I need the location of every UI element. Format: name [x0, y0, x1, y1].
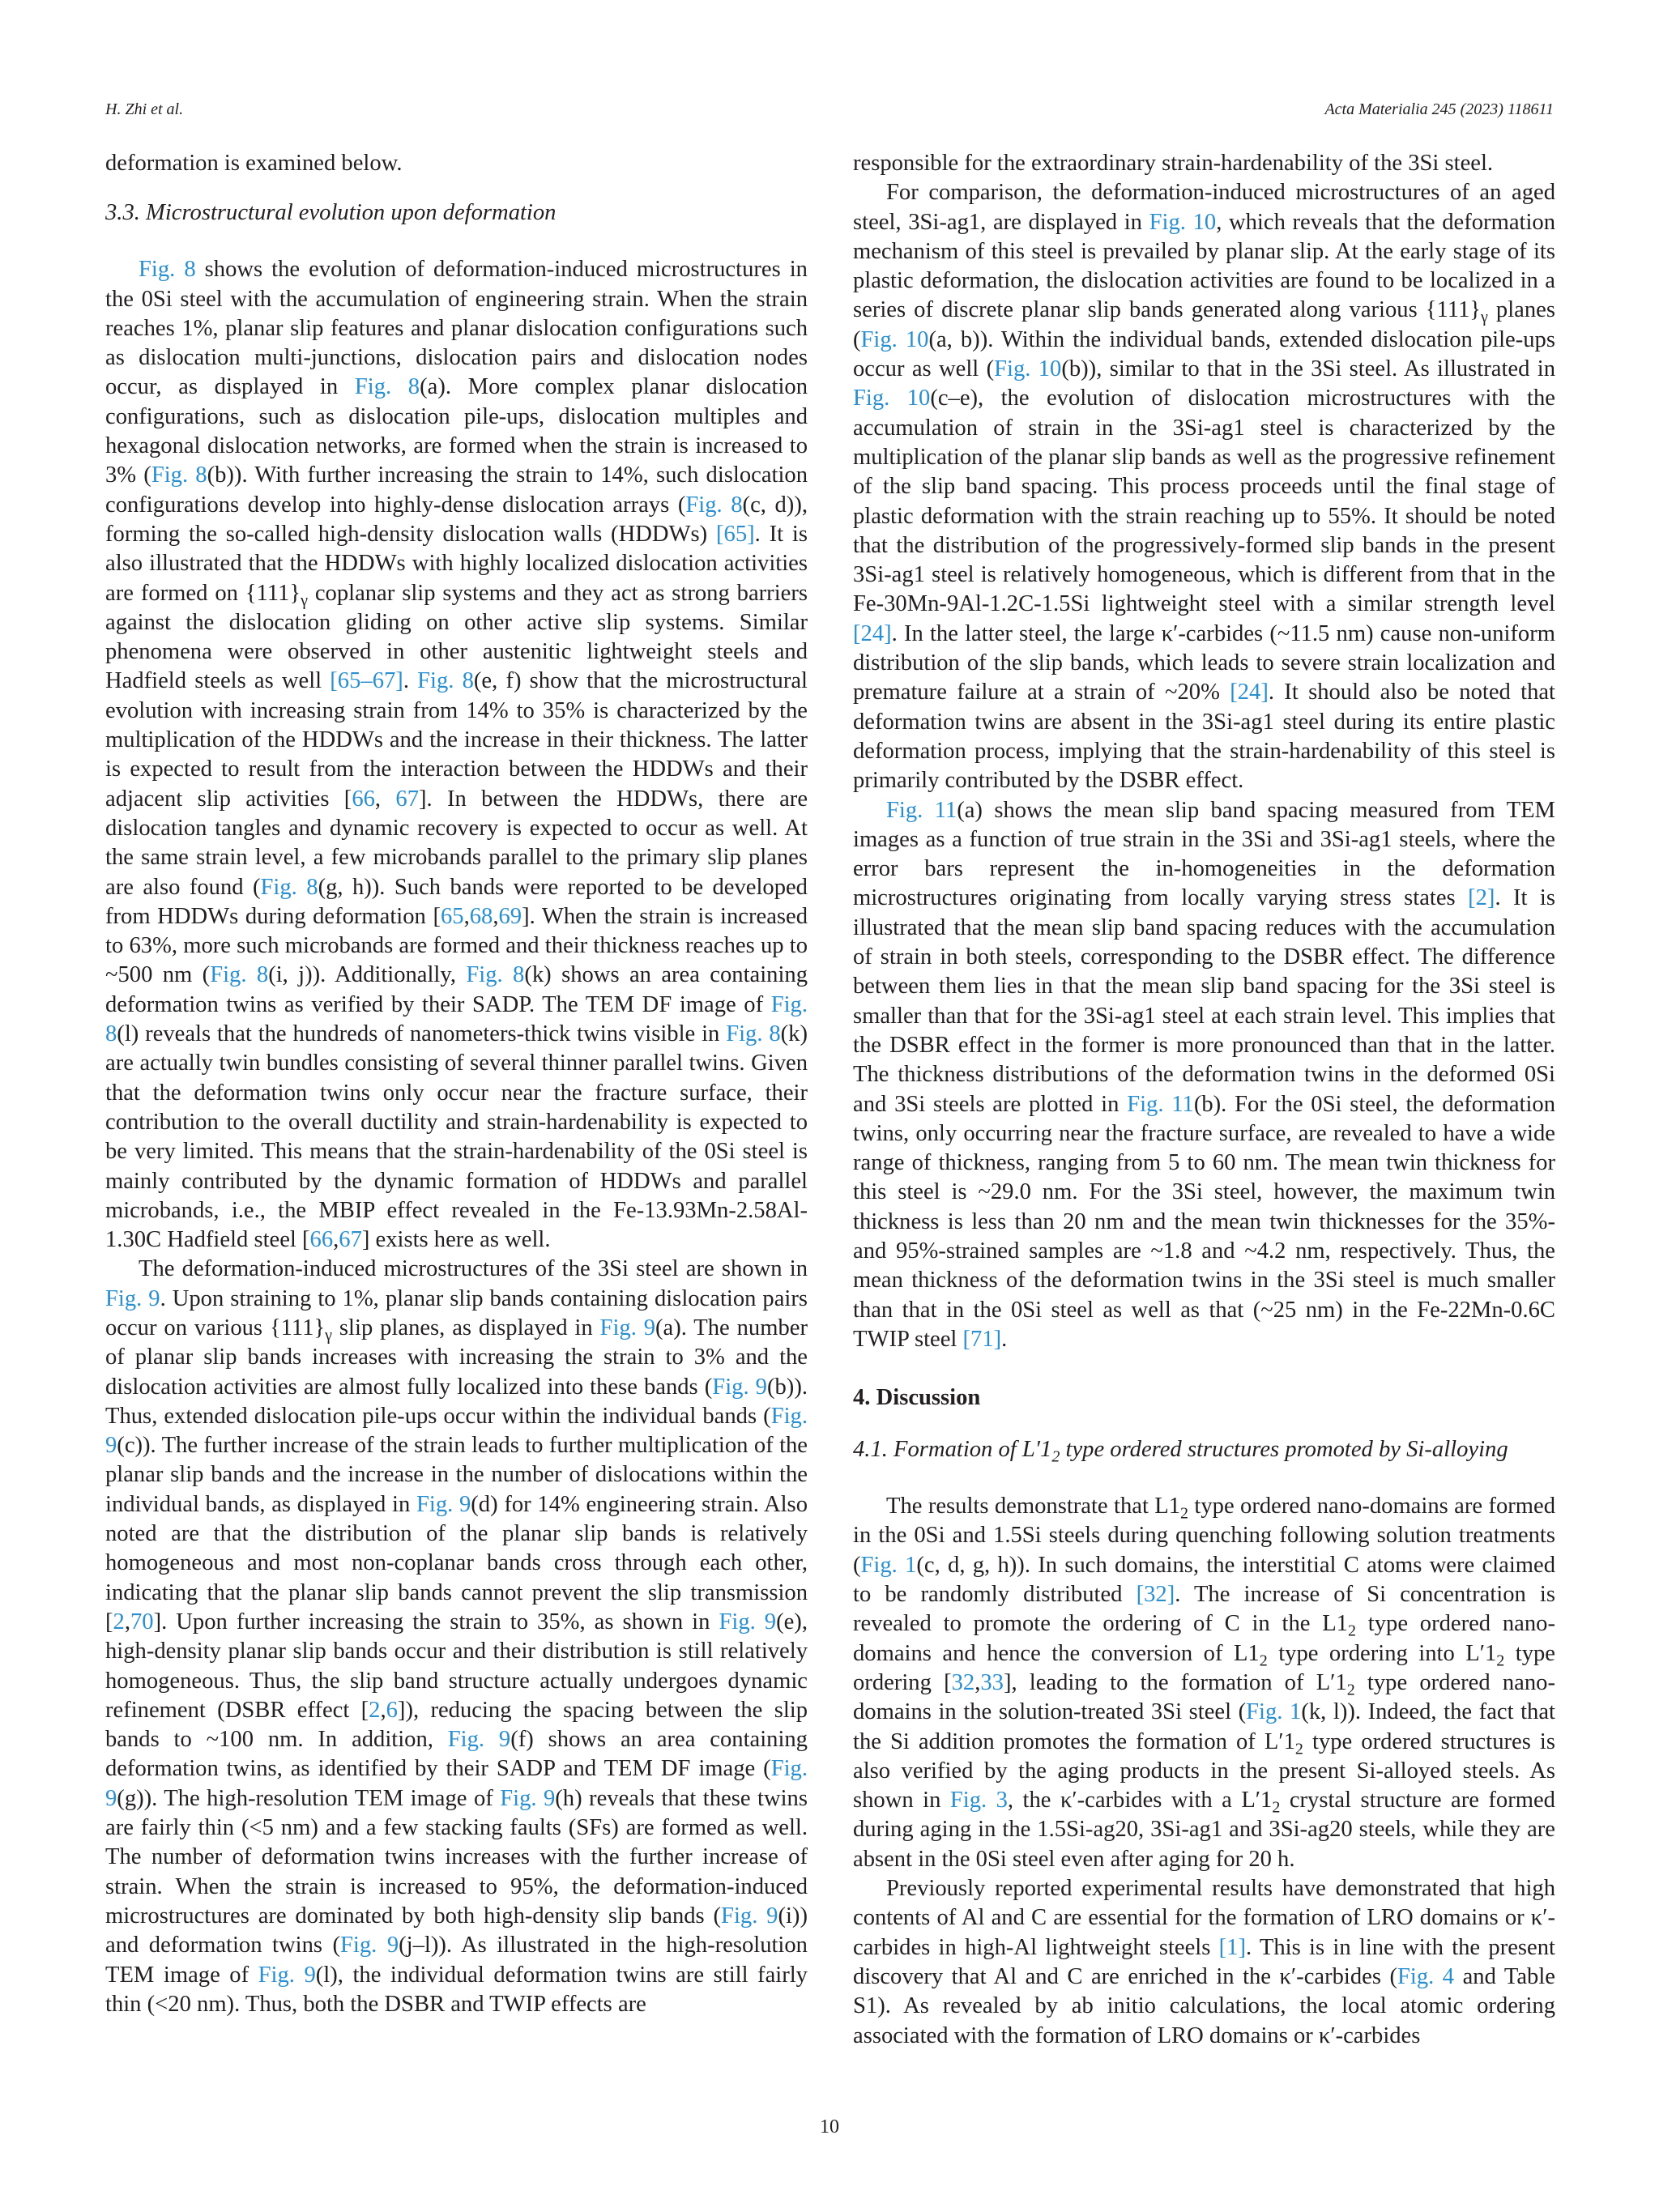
subscript: 2	[1346, 1681, 1355, 1699]
subscript: 2	[1294, 1740, 1303, 1758]
section-heading-4-1: 4.1. Formation of $L'1_2$ type ordered structures promoted by Si-alloying	[853, 1437, 1508, 1466]
citation-link[interactable]: [71]	[962, 1326, 1002, 1352]
citation-link[interactable]: Fig. 8	[726, 1021, 781, 1047]
paragraph: Previously reported experimental results have demonstrated that high contents of Al and C are essential for the formation of LRO domains or κ′-carbides in high-Al lightweight steels [1]. This is in line with the present discovery that Al and C are enriched in the κ′-carbides (Fig. 4 and Table S1). As revealed by ab initio calculations, the local atomic ordering associated with the formation of LRO domains or κ′-carbides	[853, 1876, 1555, 2048]
citation-link[interactable]: [1]	[1218, 1934, 1246, 1960]
paragraph-continuation: responsible for the extraordinary strain-hardenability of the 3Si steel.	[853, 151, 1494, 176]
citation-link[interactable]: 67	[339, 1227, 362, 1253]
section-heading-3-3: 3.3. Microstructural evolution upon deformation	[105, 200, 557, 226]
citation-link[interactable]: [24]	[1230, 680, 1269, 705]
citation-link[interactable]: Fig. 10	[860, 326, 929, 352]
citation-link[interactable]: Fig. 11	[1127, 1091, 1194, 1117]
citation-link[interactable]: Fig. 8	[354, 374, 420, 400]
page-number: 10	[820, 2116, 839, 2137]
citation-link[interactable]: Fig. 9	[599, 1315, 656, 1340]
citation-link[interactable]: Fig. 9	[719, 1609, 777, 1634]
citation-link[interactable]: 66	[309, 1227, 334, 1253]
running-head-authors: H. Zhi et al.	[105, 100, 184, 118]
paragraph: For comparison, the deformation-induced microstructures of an aged steel, 3Si-ag1, are displayed in Fig. 10, which reveals that the deformation mechanism of this steel is prevailed by planar slip. At the early stage of its plastic deformation, the dislocation activities are found to be localized in a series of discrete planar slip bands generated along various $\{111\}_\gamma$ planes (Fig. 10(a, b)). Within the individual bands, extended dislocation pile-ups occur as well (Fig. 10(b)), similar to that in the 3Si steel. As illustrated in Fig. 10(c–e), the evolution of dislocation microstructures with the accumulation of strain in the 3Si-ag1 steel is characterized by the multiplication of the planar slip bands as well as the progressive refinement of the slip band spacing. This process proceeds until the final stage of plastic deformation with the strain reaching up to 55%. It should be noted that the distribution of the progressively-formed slip bands in the present 3Si-ag1 steel is relatively homogeneous, which is different from that in the Fe-30Mn-9Al-1.2C-1.5Si lightweight steel with a similar strength level [24]. In the latter steel, the large κ′-carbides (~11.5 nm) cause non-uniform distribution of the slip bands, which leads to severe strain localization and premature failure at a strain of ~20% [24]. It should also be noted that deformation twins are absent in the 3Si-ag1 steel during its entire plastic deformation process, implying that the strain-hardenability of this steel is primarily contributed by the DSBR effect.	[853, 180, 1555, 794]
subscript: 2	[1496, 1652, 1505, 1670]
citation-link[interactable]: 32	[951, 1669, 975, 1695]
citation-link[interactable]: 2	[113, 1609, 125, 1634]
citation-link[interactable]: 68	[469, 903, 493, 929]
paragraph: The results demonstrate that $L1_2$ type ordered nano-domains are formed in the 0Si and 1.5Si steels during quenching following solution treatments (Fig. 1(c, d, g, h)). In such domains, the interstitial C atoms were claimed to be randomly distributed [32]. The increase of Si concentration is revealed to promote the ordering of C in the $L1_2$ type ordered nano-domains and hence the conversion of $L1_2$ type ordering into $L'1_2$ type ordering [32,33], leading to the formation of $L'1_2$ type ordered nano-domains in the solution-treated 3Si steel (Fig. 1(k, l)). Indeed, the fact that the Si addition promotes the formation of $L'1_2$ type ordered structures is also verified by the aging products in the present Si-alloyed steels. As shown in Fig. 3, the κ′-carbides with a $L'1_2$ crystal structure are formed during aging in the 1.5Si-ag20, 3Si-ag1 and 3Si-ag20 steels, while they are absent in the 0Si steel even after aging for 20 h.	[853, 1494, 1555, 1872]
citation-link[interactable]: Fig. 8	[685, 492, 743, 518]
citation-link[interactable]: Fig. 9	[105, 1285, 160, 1311]
subscript: γ	[1481, 309, 1488, 327]
citation-link[interactable]: Fig. 8	[151, 462, 207, 488]
citation-link[interactable]: Fig. 10	[994, 356, 1062, 382]
citation-link[interactable]: 6	[386, 1697, 398, 1723]
citation-link[interactable]: Fig. 10	[1149, 209, 1217, 235]
citation-link[interactable]: 66	[352, 786, 375, 812]
citation-link[interactable]: Fig. 3	[949, 1788, 1008, 1813]
citation-link[interactable]: Fig. 9	[258, 1962, 316, 1988]
citation-link[interactable]: 70	[130, 1609, 154, 1634]
subscript: 2	[1259, 1652, 1268, 1670]
subscript: γ	[301, 591, 308, 610]
citation-link[interactable]: Fig. 8	[139, 257, 196, 283]
section-heading-4: 4. Discussion	[853, 1385, 981, 1411]
citation-link[interactable]: 65	[440, 903, 464, 929]
paragraph-continuation: deformation is examined below.	[105, 151, 403, 176]
citation-link[interactable]: Fig. 9	[721, 1903, 778, 1929]
citation-link[interactable]: Fig. 8	[260, 874, 318, 900]
paragraph: Fig. 11(a) shows the mean slip band spacing measured from TEM images as a function of true strain in the 3Si and 3Si-ag1 steels, where the error bars represent the in-homogeneities in the deformation microstructures originating from locally varying stress states [2]. It is illustrated that the mean slip band spacing reduces with the accumulation of strain in both steels, corresponding to the DSBR effect. The difference between them lies in that the mean slip band spacing for the 3Si steel is smaller than that for the 3Si-ag1 steel at each strain level. This implies that the DSBR effect in the former is more pronounced than that in the latter. The thickness distributions of the deformation twins in the deformed 0Si and 3Si steels are plotted in Fig. 11(b). For the 0Si steel, the deformation twins, only occurring near the fracture surface, are revealed to have a wide range of thickness, ranging from 5 to 60 nm. The mean twin thickness for this steel is ~29.0 nm. For the 3Si steel, however, the maximum twin thickness is less than 20 nm and the mean twin thicknesses for the 35%- and 95%-strained samples are ~1.8 and ~4.2 nm, respectively. Thus, the mean thickness of the deformation twins in the 3Si steel is much smaller than that in the 0Si steel as well as that (~25 nm) in the Fe-22Mn-0.6C TWIP steel [71].	[853, 797, 1555, 1352]
left-column	[105, 149, 808, 2019]
subscript: 2	[1347, 1622, 1356, 1641]
citation-link[interactable]: Fig. 9	[105, 1403, 808, 1459]
citation-link[interactable]: 67	[395, 786, 420, 812]
subscript: 2	[1272, 1798, 1281, 1817]
citation-link[interactable]: Fig. 9	[340, 1933, 399, 1958]
citation-link[interactable]: Fig. 1	[1246, 1699, 1302, 1725]
citation-link[interactable]: 2	[369, 1697, 381, 1723]
citation-link[interactable]: [65]	[716, 521, 755, 547]
citation-link[interactable]: Fig. 10	[853, 386, 931, 411]
citation-link[interactable]: Fig. 9	[447, 1727, 511, 1753]
citation-link[interactable]: Fig. 8	[105, 991, 808, 1047]
paragraph: The deformation-induced microstructures of the 3Si steel are shown in Fig. 9. Upon straining to 1%, planar slip bands containing dislocation pairs occur on various $\{111\}_\gamma$ slip planes, as displayed in Fig. 9(a). The number of planar slip bands increases with increasing the strain to 3% and the dislocation activities are almost fully localized into these bands (Fig. 9(b)). Thus, extended dislocation pile-ups occur within the individual bands (Fig. 9(c)). The further increase of the strain leads to further multiplication of the planar slip bands and the increase in the number of dislocations within the individual bands, as displayed in Fig. 9(d) for 14% engineering strain. Also noted are that the distribution of the planar slip bands is relatively homogeneous and most non-coplanar bands cross through each other, indicating that the planar slip bands cannot prevent the slip transmission [2,70]. Upon further increasing the strain to 35%, as shown in Fig. 9(e), high-density planar slip bands occur and their distribution is still relatively homogeneous. Thus, the slip band structure actually undergoes dynamic refinement (DSBR effect [2,6]), reducing the spacing between the slip bands to ~100 nm. In addition, Fig. 9(f) shows an area containing deformation twins, as identified by their SADP and TEM DF image (Fig. 9(g)). The high-resolution TEM image of Fig. 9(h) reveals that these twins are fairly thin (<5 nm) and a few stacking faults (SFs) are formed as well. The number of deformation twins increases with the further increase of strain. When the strain is increased to 95%, the deformation-induced microstructures are dominated by both high-density slip bands (Fig. 9(i)) and deformation twins (Fig. 9(j–l)). As illustrated in the high-resolution TEM image of Fig. 9(l), the individual deformation twins are still fairly thin (<20 nm). Thus, both the DSBR and TWIP effects are	[105, 1256, 808, 2017]
subscript: γ	[325, 1326, 333, 1345]
citation-link[interactable]: [2]	[1468, 885, 1495, 911]
citation-link[interactable]: [65–67]	[330, 668, 403, 694]
citation-link[interactable]: Fig. 9	[500, 1785, 556, 1811]
citation-link[interactable]: Fig. 8	[417, 668, 474, 694]
citation-link[interactable]: [24]	[853, 620, 892, 646]
citation-link[interactable]: [32]	[1136, 1582, 1175, 1608]
citation-link[interactable]: 33	[980, 1669, 1004, 1695]
citation-link[interactable]: 69	[498, 903, 522, 929]
citation-link[interactable]: Fig. 9	[416, 1491, 471, 1517]
running-head-journal: Acta Materialia 245 (2023) 118611	[1324, 100, 1554, 118]
paragraph: Fig. 8 shows the evolution of deformation-induced microstructures in the 0Si steel with the accumulation of engineering strain. When the strain reaches 1%, planar slip features and planar dislocation configurations such as dislocation multi-junctions, dislocation pairs and dislocation nodes occur, as displayed in Fig. 8(a). More complex planar dislocation configurations, such as dislocation pile-ups, dislocation multiples and hexagonal dislocation networks, are formed when the strain is increased to 3% (Fig. 8(b)). With further increasing the strain to 14%, such dislocation configurations develop into highly-dense dislocation arrays (Fig. 8(c, d)), forming the so-called high-density dislocation walls (HDDWs) [65]. It is also illustrated that the HDDWs with highly localized dislocation activities are formed on $\{111\}_\gamma$ coplanar slip systems and they act as strong barriers against the dislocation gliding on other active slip systems. Similar phenomena were observed in other austenitic lightweight steels and Hadfield steels as well [65–67]. Fig. 8(e, f) show that the microstructural evolution with increasing strain from 14% to 35% is characterized by the multiplication of the HDDWs and the increase in their thickness. The latter is expected to result from the interaction between the HDDWs and their adjacent slip activities [66, 67]. In between the HDDWs, there are dislocation tangles and dynamic recovery is expected to occur as well. At the same strain level, a few microbands parallel to the primary slip planes are also found (Fig. 8(g, h)). Such bands were reported to be developed from HDDWs during deformation [65,68,69]. When the strain is increased to 63%, more such microbands are formed and their thickness reaches up to ~500 nm (Fig. 8(i, j)). Additionally, Fig. 8(k) shows an area containing deformation twins as verified by their SADP. The TEM DF image of Fig. 8(l) reveals that the hundreds of nanometers-thick twins visible in Fig. 8(k) are actually twin bundles consisting of several thinner parallel twins. Given that the deformation twins only occur near the fracture surface, their contribution to the overall ductility and strain-hardenability is expected to be very limited. This means that the strain-hardenability of the 0Si steel is mainly contributed by the dynamic formation of HDDWs and parallel microbands, i.e., the MBIP effect revealed in the Fe-13.93Mn-2.58Al-1.30C Hadfield steel [66,67] exists here as well.	[105, 257, 808, 1253]
citation-link[interactable]: Fig. 8	[466, 962, 525, 988]
subscript: 2	[1180, 1504, 1189, 1523]
citation-link[interactable]: Fig. 9	[712, 1374, 767, 1400]
citation-link[interactable]: Fig. 1	[860, 1552, 917, 1578]
citation-link[interactable]: Fig. 11	[886, 797, 957, 823]
right-column	[853, 149, 1555, 2051]
subscript: 2	[1051, 1447, 1060, 1466]
citation-link[interactable]: Fig. 4	[1397, 1963, 1455, 1989]
citation-link[interactable]: Fig. 9	[105, 1756, 808, 1811]
citation-link[interactable]: Fig. 8	[210, 962, 269, 988]
